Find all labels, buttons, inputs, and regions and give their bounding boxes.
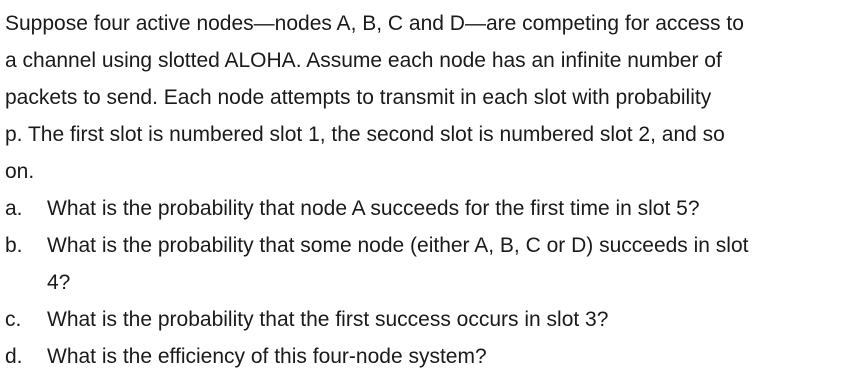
problem-intro [5,5,837,190]
question-text: What is the probability that some node (either A, B, C or D) succeeds in slot [47,234,749,257]
question-c [5,301,837,338]
question-text: What is the probability that node A succeeds for the first time in slot 5? [47,197,700,220]
question-list [5,190,837,375]
intro-line: on. [5,160,35,183]
intro-line: Suppose four active nodes—nodes A, B, C and D—are competing for access to [5,12,744,35]
intro-line: packets to send. Each node attempts to transmit in each slot with probability [5,86,712,109]
question-a [5,190,837,227]
question-marker: c. [5,308,22,331]
question-b [5,227,837,301]
question-marker: a. [5,197,23,220]
question-marker: d. [5,345,23,368]
intro-line: p. The first slot is numbered slot 1, the second slot is numbered slot 2, and so [5,123,725,146]
question-text: What is the efficiency of this four-node system? [47,345,487,368]
question-text: What is the probability that the first success occurs in slot 3? [47,308,609,331]
intro-line: a channel using slotted ALOHA. Assume each node has an infinite number of [5,49,722,72]
question-marker: b. [5,234,23,257]
question-text-continuation: 4? [47,271,71,294]
question-d [5,338,837,375]
